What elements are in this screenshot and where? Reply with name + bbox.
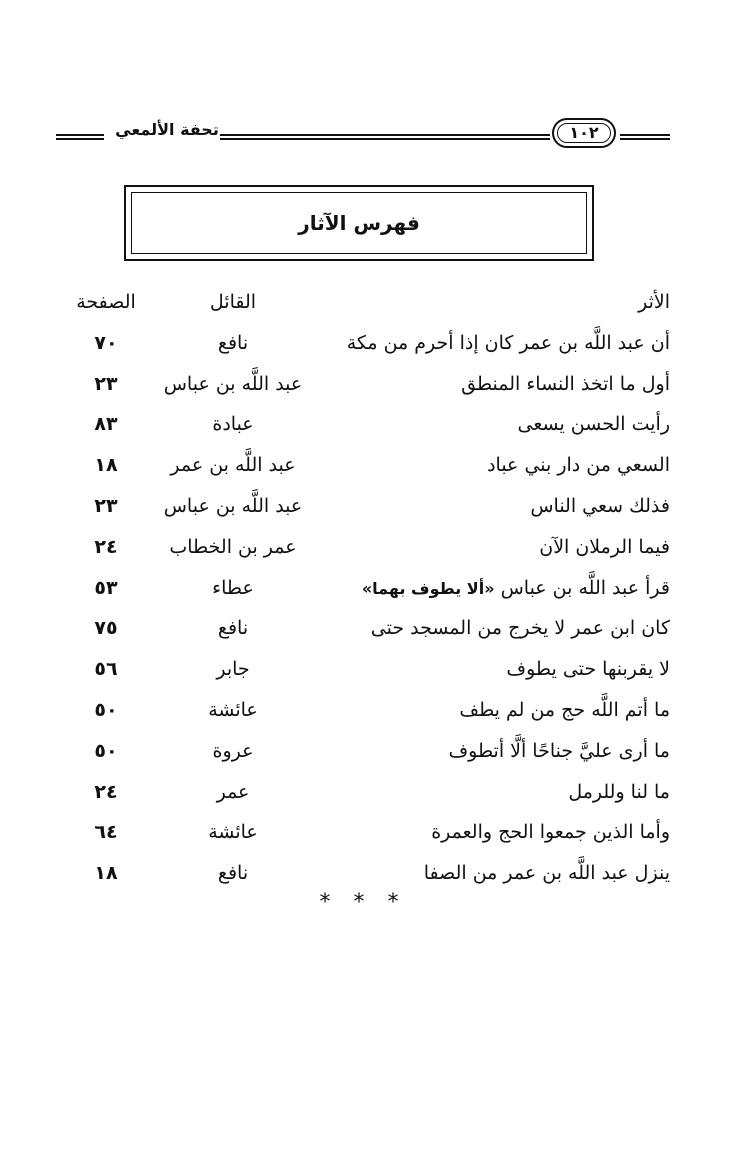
- athar-text: رأيت الحسن يسعى: [517, 413, 670, 436]
- table-row: [60, 568, 678, 609]
- athar-cell: [340, 853, 670, 894]
- athar-cell: [340, 323, 670, 364]
- athar-cell: [340, 731, 670, 772]
- athar-cell: [340, 608, 670, 649]
- table-row: [60, 404, 678, 445]
- table-row: [60, 690, 678, 731]
- athar-text: السعي من دار بني عباد: [487, 454, 670, 477]
- athar-highlight: «ألا يطوف بهما»: [361, 578, 495, 598]
- page-header: [50, 112, 690, 152]
- page-ref-cell: ٦٤: [94, 821, 118, 844]
- athar-text: فيما الرملان الآن: [539, 535, 670, 558]
- qail-cell: عبد اللَّه بن عباس: [163, 494, 303, 517]
- table-body: [60, 323, 678, 894]
- athar-cell: [340, 568, 670, 609]
- qail-cell: عبد اللَّه بن عمر: [170, 454, 296, 477]
- qail-cell: نافع: [217, 617, 249, 640]
- table-row: [60, 812, 678, 853]
- athar-text: أول ما اتخذ النساء المنطق: [461, 372, 670, 395]
- table-row: [60, 323, 678, 364]
- qail-cell: عبادة: [212, 413, 254, 436]
- athar-cell: [340, 527, 670, 568]
- athar-text: أن عبد اللَّه بن عمر كان إذا أحرم من مكة: [346, 331, 670, 354]
- qail-cell: عمر بن الخطاب: [169, 535, 297, 558]
- page-ref-cell: ١٨: [94, 862, 118, 885]
- table-row: [60, 608, 678, 649]
- athar-text: كان ابن عمر لا يخرج من المسجد حتى: [370, 617, 670, 640]
- athar-index-table: [60, 282, 678, 894]
- header-rule-right: [620, 134, 670, 140]
- table-row: [60, 649, 678, 690]
- athar-cell: [340, 690, 670, 731]
- page-ref-cell: ٥٠: [94, 739, 118, 762]
- athar-text: فذلك سعي الناس: [530, 494, 670, 517]
- athar-cell: [340, 364, 670, 405]
- table-row: [60, 527, 678, 568]
- qail-cell: نافع: [217, 862, 249, 885]
- athar-cell: [340, 812, 670, 853]
- qail-cell: نافع: [217, 331, 249, 354]
- table-row: [60, 731, 678, 772]
- header-rule-middle: [220, 134, 550, 140]
- page-ref-cell: ٢٣: [94, 372, 118, 395]
- end-mark: * * *: [319, 890, 407, 915]
- athar-cell: [340, 649, 670, 690]
- page-ref-cell: ٢٣: [94, 494, 118, 517]
- athar-cell: [340, 404, 670, 445]
- table-row: [60, 364, 678, 405]
- table-header-row: [60, 282, 678, 323]
- athar-cell: [340, 486, 670, 527]
- athar-cell: [340, 445, 670, 486]
- page-ref-cell: ٥٣: [94, 576, 118, 599]
- table-row: [60, 445, 678, 486]
- index-title-inner-frame: [131, 192, 587, 254]
- athar-text: وأما الذين جمعوا الحج والعمرة: [431, 821, 670, 844]
- athar-text: لا يقربنها حتى يطوف: [506, 658, 670, 681]
- column-header-qail: القائل: [209, 291, 257, 313]
- index-title-frame: [124, 185, 594, 261]
- athar-text: ما أرى عليَّ جناحًا ألَّا أتطوف: [448, 739, 670, 762]
- column-header-athar: الأثر: [638, 291, 670, 313]
- athar-text: قرأ عبد اللَّه بن عباس: [500, 576, 670, 599]
- page-ref-cell: ٧٥: [94, 617, 118, 640]
- qail-cell: جابر: [216, 658, 250, 681]
- header-rule-left: [56, 134, 104, 140]
- athar-text: ما أتم اللَّه حج من لم يطف: [459, 698, 670, 721]
- athar-cell: [340, 772, 670, 813]
- table-row: [60, 853, 678, 894]
- page-ref-cell: ٥٠: [94, 698, 118, 721]
- qail-cell: عطاء: [212, 576, 254, 599]
- qail-cell: عمر: [216, 780, 250, 803]
- table-row: [60, 486, 678, 527]
- page-ref-cell: ٥٦: [94, 658, 118, 681]
- qail-cell: عبد اللَّه بن عباس: [163, 372, 303, 395]
- book-title: تحفة الألمعي: [115, 120, 219, 139]
- athar-text: ينزل عبد اللَّه بن عمر من الصفا: [423, 862, 670, 885]
- qail-cell: عائشة: [208, 698, 258, 721]
- page-ref-cell: ٧٠: [94, 331, 118, 354]
- column-header-page: الصفحة: [76, 291, 136, 313]
- page-ref-cell: ١٨: [94, 454, 118, 477]
- qail-cell: عائشة: [208, 821, 258, 844]
- page-number: ١٠٢: [552, 118, 616, 148]
- table-row: [60, 772, 678, 813]
- page-ref-cell: ٨٣: [94, 413, 118, 436]
- page-ref-cell: ٢٤: [94, 780, 118, 803]
- index-title: فهرس الآثار: [298, 211, 420, 235]
- qail-cell: عروة: [212, 739, 254, 762]
- athar-text: ما لنا وللرمل: [568, 780, 670, 803]
- page-ref-cell: ٢٤: [94, 535, 118, 558]
